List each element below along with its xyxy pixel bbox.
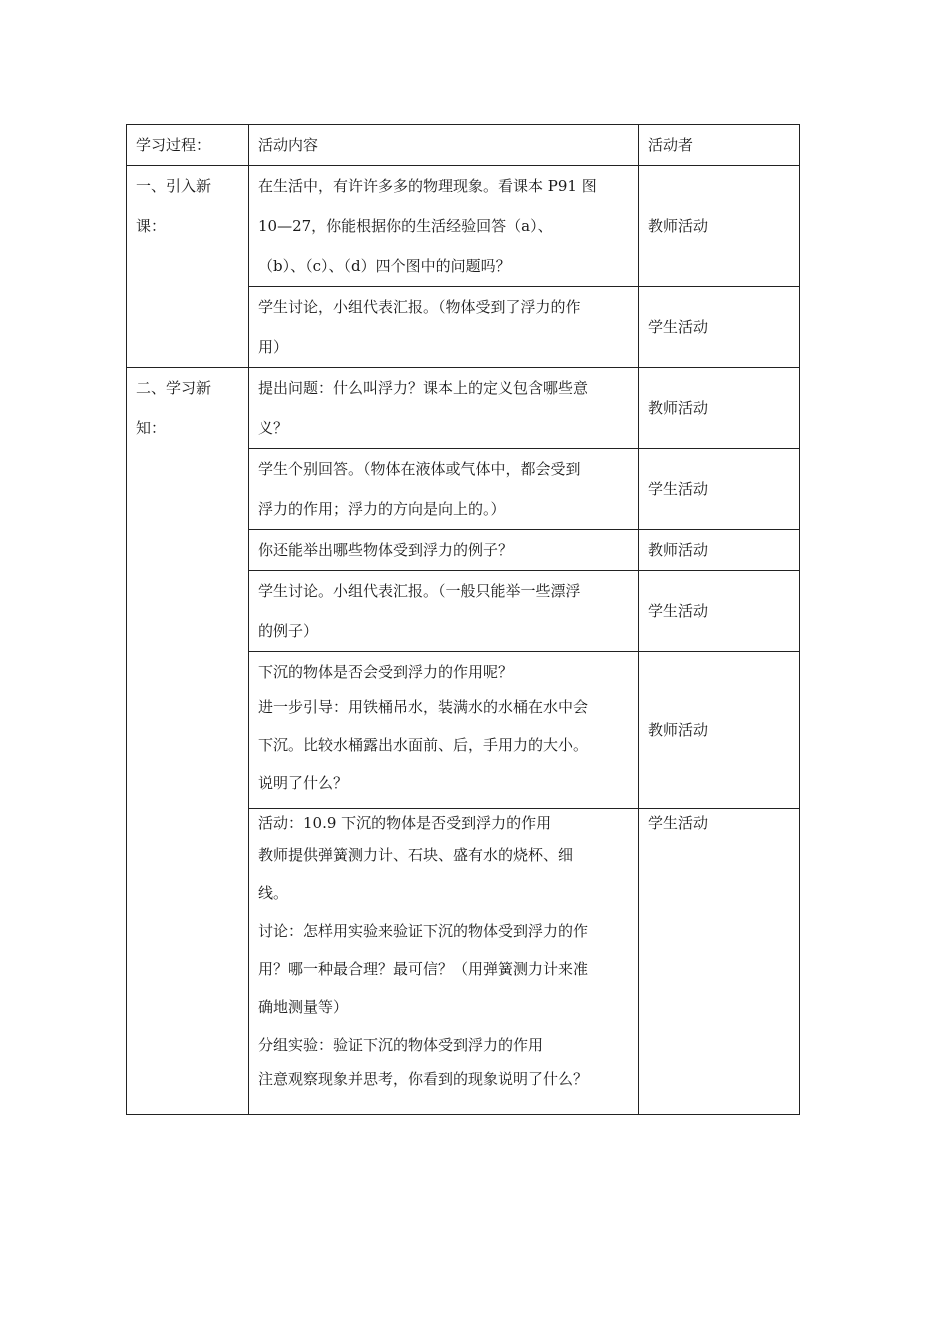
content-line: 用？哪一种最合理？最可信？（用弹簧测力计来准: [258, 960, 589, 978]
section-label: [127, 368, 249, 1115]
content-cell: [249, 571, 639, 652]
content-line: 学生讨论，小组代表汇报。（物体受到了浮力的作: [258, 298, 581, 316]
section-label-line: 二、学习新: [136, 379, 212, 397]
content-line: 说明了什么？: [258, 774, 349, 792]
content-cell: [249, 449, 639, 530]
content-line: 线。: [258, 884, 289, 902]
content-line: 讨论：怎样用实验来验证下沉的物体受到浮力的作: [258, 922, 589, 940]
content-cell: [249, 166, 639, 287]
section-label-line: 课：: [136, 217, 167, 235]
content-line: 注意观察现象并思考，你看到的现象说明了什么？: [258, 1070, 589, 1088]
content-line: 学生讨论。小组代表汇报。（一般只能举一些漂浮: [258, 582, 581, 600]
section-label: [127, 166, 249, 368]
header-process: 学习过程：: [127, 125, 249, 166]
actor-cell: 学生活动: [639, 449, 800, 530]
content-line: 学生个别回答。（物体在液体或气体中，都会受到: [258, 460, 581, 478]
actor-cell: 教师活动: [639, 652, 800, 809]
section-label-line: 一、引入新: [136, 177, 212, 195]
content-cell: [249, 368, 639, 449]
actor-cell: 学生活动: [639, 809, 800, 1115]
content-line: 浮力的作用；浮力的方向是向上的。）: [258, 500, 506, 518]
actor-cell: 学生活动: [639, 287, 800, 368]
table-row: [127, 368, 800, 449]
content-line: 下沉。比较水桶露出水面前、后，手用力的大小。: [258, 736, 589, 754]
content-line: 分组实验：验证下沉的物体受到浮力的作用: [258, 1036, 544, 1054]
content-line: 教师提供弹簧测力计、石块、盛有水的烧杯、细: [258, 846, 574, 864]
actor-cell: 学生活动: [639, 571, 800, 652]
content-line: 进一步引导：用铁桶吊水，装满水的水桶在水中会: [258, 698, 589, 716]
header-actor: 活动者: [639, 125, 800, 166]
content-line: 下沉的物体是否会受到浮力的作用呢？: [258, 663, 514, 681]
header-row: [127, 125, 800, 166]
content-line: 提出问题：什么叫浮力？课本上的定义包含哪些意: [258, 379, 589, 397]
content-line: 你还能举出哪些物体受到浮力的例子？: [258, 541, 514, 559]
content-line: 活动：10.9 下沉的物体是否受到浮力的作用: [258, 814, 552, 832]
actor-cell: 教师活动: [639, 368, 800, 449]
content-line: 10—27，你能根据你的生活经验回答（a）、: [258, 217, 553, 235]
content-cell: [249, 530, 639, 571]
lesson-table: [126, 124, 800, 1115]
content-line: 用）: [258, 338, 289, 356]
section-label-line: 知：: [136, 419, 167, 437]
content-line: （b）、（c）、（d）四个图中的问题吗？: [258, 257, 511, 275]
content-line: 确地测量等）: [258, 998, 349, 1016]
actor-cell: 教师活动: [639, 166, 800, 287]
header-content: 活动内容: [249, 125, 639, 166]
content-line: 在生活中，有许许多多的物理现象。看课本 P91 图: [258, 177, 597, 195]
content-cell: [249, 652, 639, 809]
content-line: 的例子）: [258, 622, 319, 640]
content-line: 义？: [258, 419, 289, 437]
content-cell: [249, 809, 639, 1115]
content-cell: [249, 287, 639, 368]
actor-cell: 教师活动: [639, 530, 800, 571]
table-row: [127, 166, 800, 287]
